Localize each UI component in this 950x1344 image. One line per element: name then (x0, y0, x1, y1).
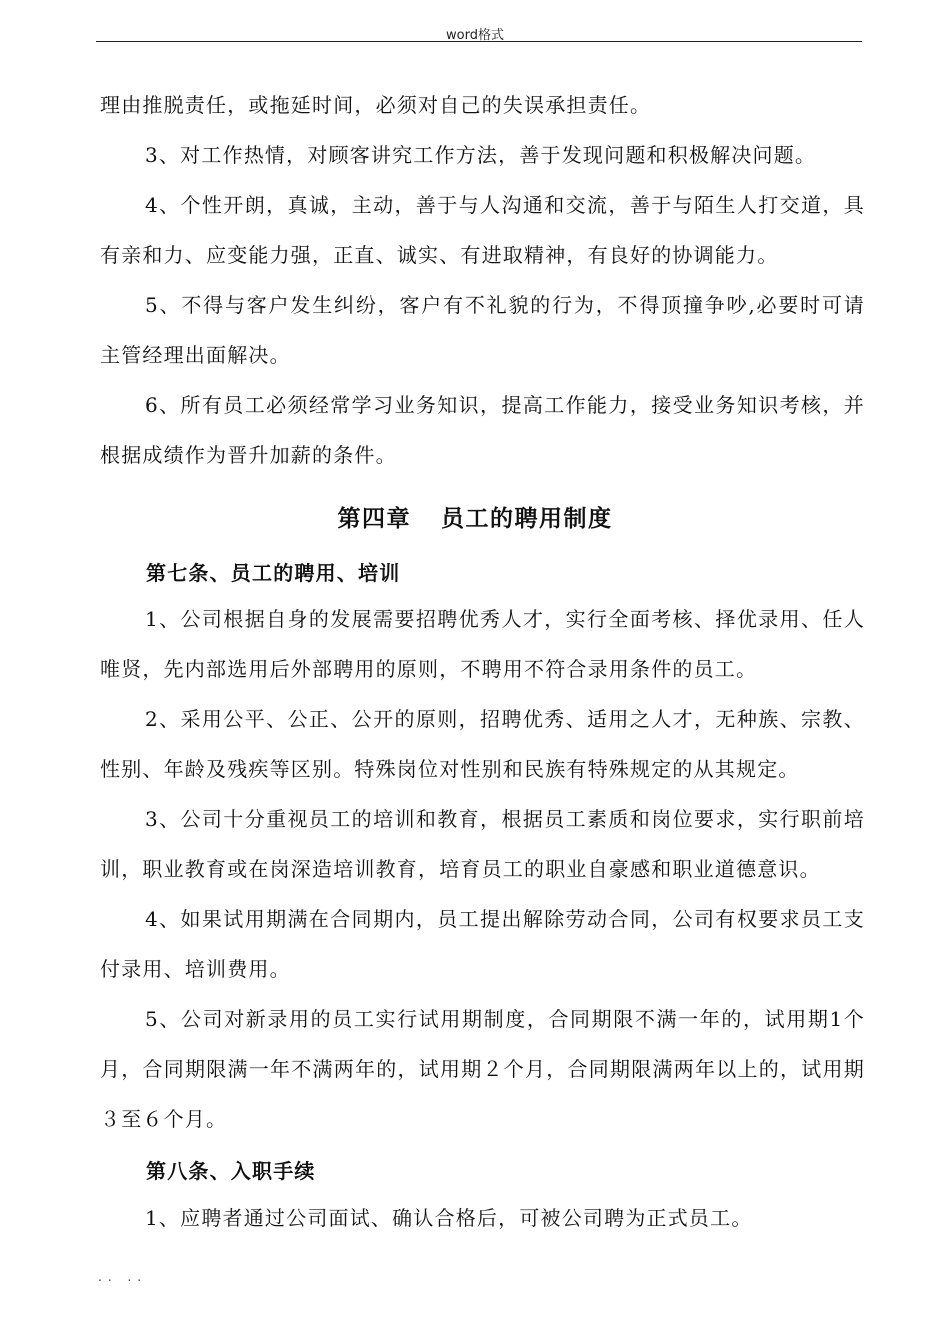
article-7-item-2: 2、采用公平、公正、公开的原则，招聘优秀、适用之人才，无种族、宗教、性别、年龄及残疾等区别。特殊岗位对性别和民族有特殊规定的从其规定。 (100, 707, 865, 781)
page-header: word格式 (446, 28, 504, 43)
chapter-title: 员工的聘用制度 (441, 505, 613, 532)
article-7-heading: 第七条、员工的聘用、培训 (146, 561, 401, 585)
paragraph-item-6: 6、所有员工必须经常学习业务知识，提高工作能力，接受业务知识考核，并根据成绩作为晋升加薪的条件。 (100, 393, 865, 467)
paragraph-continuation: 理由推脱责任，或拖延时间，必须对自己的失误承担责任。 (100, 93, 652, 117)
article-7-item-1: 1、公司根据自身的发展需要招聘优秀人才，实行全面考核、择优录用、任人唯贤，先内部选用后外部聘用的原则，不聘用不符合录用条件的员工。 (100, 607, 865, 681)
header-divider (96, 41, 862, 42)
article-7-item-5: 5、公司对新录用的员工实行试用期制度，合同期限不满一年的，试用期1个月，合同期限满一年不满两年的，试用期２个月，合同期限满两年以上的，试用期３至６个月。 (100, 1007, 865, 1131)
page-footer: .. .. (98, 1270, 148, 1284)
paragraph-item-4: 4、个性开朗，真诚，主动，善于与人沟通和交流，善于与陌生人打交道，具有亲和力、应变能力强，正直、诚实、有进取精神，有良好的协调能力。 (100, 193, 865, 267)
paragraph-item-3: 3、对工作热情，对顾客讲究工作方法，善于发现问题和积极解决问题。 (145, 143, 817, 167)
article-8-item-1: 1、应聘者通过公司面试、确认合格后，可被公司聘为正式员工。 (145, 1206, 753, 1230)
article-8-heading: 第八条、入职手续 (146, 1159, 316, 1183)
article-7-item-3: 3、公司十分重视员工的培训和教育，根据员工素质和岗位要求，实行职前培训，职业教育或在岗深造培训教育，培育员工的职业自豪感和职业道德意识。 (100, 807, 865, 881)
paragraph-item-5: 5、不得与客户发生纠纷，客户有不礼貌的行为，不得顶撞争吵,必要时可请主管经理出面解决。 (100, 293, 865, 367)
chapter-number: 第四章 (337, 505, 411, 532)
chapter-heading (0, 500, 950, 533)
article-7-item-4: 4、如果试用期满在合同期内，员工提出解除劳动合同，公司有权要求员工支付录用、培训费用。 (100, 907, 865, 981)
